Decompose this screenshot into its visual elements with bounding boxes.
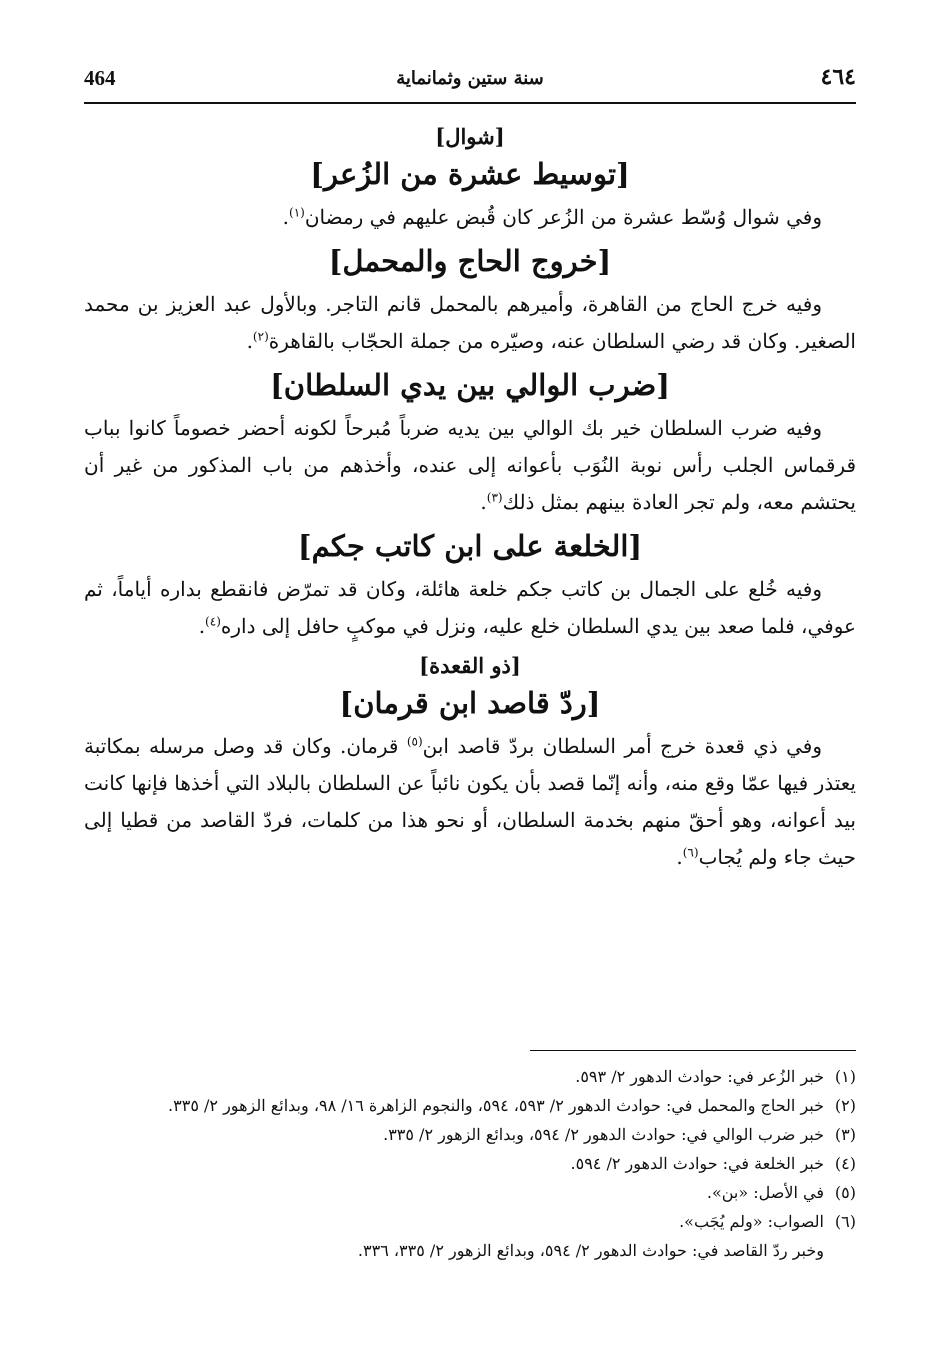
section-title: [الخلعة على ابن كاتب جكم]	[297, 529, 643, 563]
page-header	[84, 58, 856, 98]
footnote-rule	[530, 1050, 856, 1051]
paragraph-text: وفي ذي قعدة خرج أمر السلطان بردّ قاصد ابن	[422, 734, 822, 758]
page-number-latin: 464	[84, 66, 116, 90]
footnote	[84, 1091, 856, 1120]
footnote-ref[interactable]: (٤)	[205, 614, 221, 629]
section-title: [توسيط عشرة من الزُعر]	[310, 157, 630, 191]
footnote-ref[interactable]: (٥)	[406, 734, 423, 749]
main-text	[84, 116, 856, 880]
paragraph	[84, 728, 856, 876]
footnote	[84, 1149, 856, 1178]
footnote-ref[interactable]: (٦)	[682, 845, 699, 860]
footnote-text: خبر الخلعة في: حوادث الدهور ٢/ ٥٩٤.	[570, 1154, 824, 1173]
paragraph	[84, 410, 856, 521]
paragraph-tail: .	[480, 490, 487, 514]
footnote-number: (١)	[834, 1067, 856, 1086]
header-rule	[84, 102, 856, 104]
footnotes	[84, 1062, 856, 1265]
footnote-text: خبر ضرب الوالي في: حوادث الدهور ٢/ ٥٩٤، وبدائع الزهور ٢/ ٣٣٥.	[383, 1125, 824, 1144]
section-title: [ردّ قاصد ابن قرمان]	[339, 686, 601, 720]
paragraph	[84, 199, 856, 236]
footnote	[84, 1120, 856, 1149]
paragraph-text: وفيه خرج الحاج من القاهرة، وأميرهم بالمحمل قانم التاجر. وبالأول عبد العزيز بن محمد الصغير. وكان قد رضي السلطان عنه، وصيّره من جملة الحجّاب بالقاهرة	[84, 292, 856, 353]
footnote	[84, 1062, 856, 1091]
footnote-text: خبر الزُعر في: حوادث الدهور ٢/ ٥٩٣.	[575, 1067, 824, 1086]
paragraph-tail: .	[676, 845, 683, 869]
footnote-ref[interactable]: (٢)	[252, 329, 269, 344]
paragraph	[84, 286, 856, 360]
footnote-text: في الأصل: «بن».	[706, 1183, 824, 1202]
paragraph-tail: .	[198, 614, 206, 638]
footnote-number: (٤)	[834, 1154, 856, 1173]
footnote-text: الصواب: «ولم يُجَب».	[679, 1212, 824, 1231]
footnote-number: (٦)	[834, 1212, 856, 1231]
footnote-ref[interactable]: (١)	[289, 205, 305, 220]
footnote-number: (٥)	[834, 1183, 856, 1202]
footnote-text: خبر الحاج والمحمل في: حوادث الدهور ٢/ ٥٩٣، ٥٩٤، والنجوم الزاهرة ١٦/ ٩٨، وبدائع الزهور ٢/ ٣٣٥.	[168, 1096, 824, 1115]
paragraph-text-cont: قرمان. وكان قد وصل مرسله بمكاتبة يعتذر فيها عمّا وقع منه، وأنه إنّما قصد بأن يكون نائباً عن السلطان بالبلاد التي أخذها فإنها كانت بيد أعوانه، وهو أحقّ منهم بخدمة السلطان، أو نحو هذا من كلمات، فردّ القاصد من قطيا إلى حيث جاء ولم يُجاب	[84, 734, 856, 869]
footnote-ref[interactable]: (٣)	[486, 490, 503, 505]
footnote-number: (٣)	[834, 1125, 856, 1144]
footnote	[84, 1178, 856, 1207]
paragraph-text: وفي شوال وُسّط عشرة من الزُعر كان قُبض عليهم في رمضان	[304, 205, 822, 229]
footnote	[84, 1207, 856, 1236]
month-heading-dhul-qadah: [ذو القعدة]	[419, 653, 521, 678]
section-title: [خروج الحاج والمحمل]	[328, 244, 612, 278]
footnote-continuation: وخبر ردّ القاصد في: حوادث الدهور ٢/ ٥٩٤، وبدائع الزهور ٢/ ٣٣٥، ٣٣٦.	[357, 1241, 824, 1260]
paragraph-text: وفيه خُلع على الجمال بن كاتب جكم خلعة هائلة، وكان قد تمرّض فانقطع بداره أياماً، ثم عوفي، فلما صعد بين يدي السلطان خلع عليه، ونزل في موكبٍ حافل إلى داره	[84, 577, 856, 638]
month-heading-shawwal: [شوال]	[435, 124, 505, 149]
footnote-number: (٢)	[834, 1096, 856, 1115]
running-title: سنة ستين وثمانماية	[396, 68, 544, 89]
section-title: [ضرب الوالي بين يدي السلطان]	[270, 368, 670, 402]
paragraph-tail: .	[246, 329, 253, 353]
paragraph-text: وفيه ضرب السلطان خير بك الوالي بين يديه ضرباً مُبرحاً لكونه أحضر خصوماً كانوا بباب قرقماس الجلب رأس نوبة النُوَب بأعوانه إلى عنده، وأخذهم من باب المذكور من غير أن يحتشم معه، ولم تجر العادة بينهم بمثل ذلك	[84, 416, 856, 514]
paragraph-tail: .	[282, 205, 289, 229]
page-number-arabic: ٤٦٤	[820, 64, 856, 90]
paragraph	[84, 571, 856, 645]
